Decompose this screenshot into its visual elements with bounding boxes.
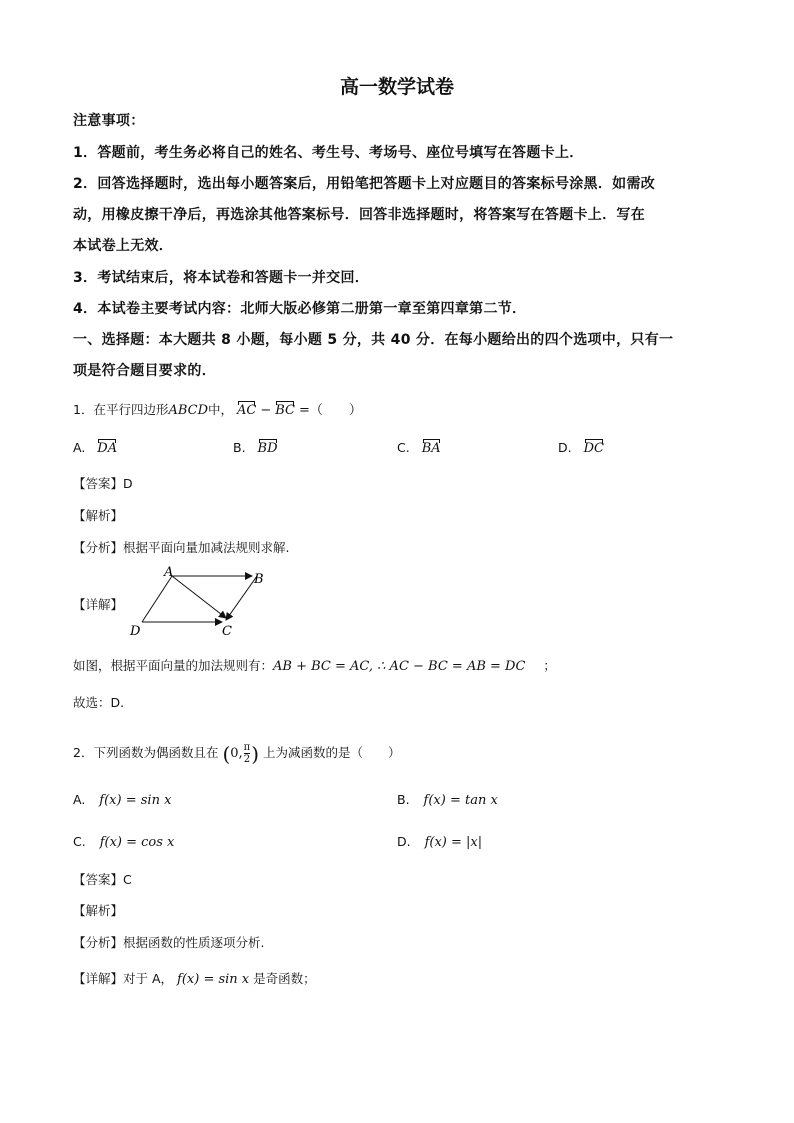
q2-option-a [73, 792, 171, 808]
vertex-c-label: C [222, 624, 232, 639]
detail-tag: 【详解】 [73, 971, 124, 986]
vertex-b-label: B [254, 572, 264, 587]
q1-option-c [397, 440, 441, 456]
fraction-numerator: π [243, 742, 251, 753]
q2-stem [73, 738, 401, 765]
option-label: D. [558, 440, 572, 455]
fenxi-text: 根据函数的性质逐项分析. [123, 935, 265, 950]
option-vec: BD [257, 441, 278, 456]
fenxi-tag: 【分析】 [73, 540, 124, 555]
section-heading-line-1: 一、选择题：本大题共 8 小题，每小题 5 分，共 40 分．在每小题给出的四个选项中，只有一 [73, 332, 674, 348]
option-expr: f(x) = sin x [99, 793, 172, 808]
detail-expr: f(x) = sin x [177, 972, 250, 987]
q1-eq-paren: =（ ） [298, 403, 362, 418]
section-heading-line-2: 项是符合题目要求的． [73, 363, 216, 379]
q1-option-b [233, 440, 278, 456]
q1-fenxi [73, 538, 290, 556]
q1-detail-tag: 【详解】 [73, 597, 124, 612]
q1-stem [73, 399, 362, 418]
q1-stem-mid: 中， [208, 402, 234, 417]
option-vec: DA [97, 441, 118, 456]
parallelogram-figure [124, 562, 274, 642]
notice-line-2: 2．回答选择题时，选出每小题答案后，用铅笔把答题卡上对应题目的答案标号涂黑．如需改 [73, 176, 656, 192]
q2-stem-prefix: 2．下列函数为偶函数且在 [73, 745, 219, 760]
explain-suffix: ； [543, 658, 556, 673]
option-label: A. [73, 440, 86, 455]
q1-stem-prefix: 1．在平行四边形 [73, 402, 169, 417]
option-expr: f(x) = |x| [424, 835, 483, 850]
option-vec: DC [583, 441, 604, 456]
q2-option-b [397, 792, 498, 808]
interval-zero: 0, [230, 746, 243, 761]
q1-option-a [73, 440, 117, 456]
answer-value: D [123, 476, 133, 491]
q2-detail [73, 969, 316, 987]
q2-answer [73, 870, 132, 888]
answer-value: C [123, 872, 132, 887]
option-label: B. [233, 440, 246, 455]
detail-suffix: 是奇函数； [253, 971, 316, 986]
option-label: C. [397, 440, 410, 455]
interval-right-paren: ) [251, 742, 260, 766]
notice-heading: 注意事项： [73, 113, 145, 129]
vector-bc-line [226, 576, 257, 620]
option-label: A. [73, 792, 86, 807]
fenxi-text: 根据平面向量加减法规则求解. [123, 540, 290, 555]
q1-vec-ac: AC [237, 403, 257, 418]
detail-prefix: 对于 A， [123, 971, 174, 986]
q1-answer [73, 474, 133, 492]
option-label: C. [73, 834, 86, 849]
q2-analysis-tag: 【解析】 [73, 903, 124, 918]
q1-minus: − [260, 403, 272, 418]
fenxi-tag: 【分析】 [73, 935, 124, 950]
fraction-denominator: 2 [243, 754, 251, 765]
option-vec: BA [421, 441, 441, 456]
explain-prefix: 如图，根据平面向量的加法规则有： [73, 658, 274, 673]
q2-fenxi [73, 933, 265, 951]
explain-formula: AB + BC = AC, ∴ AC − BC = AB = DC [273, 659, 526, 674]
notice-line-1: 1．答题前，考生务必将自己的姓名、考生号、考场号、座位号填写在答题卡上． [73, 145, 584, 161]
answer-tag: 【答案】 [73, 872, 124, 887]
vertex-d-label: D [130, 624, 141, 639]
interval-left-paren: ( [222, 742, 231, 766]
notice-line-3: 动，用橡皮擦干净后，再选涂其他答案标号．回答非选择题时，将答案写在答题卡上．写在 [73, 207, 645, 223]
pi-over-two-fraction [244, 742, 251, 765]
option-expr: f(x) = tan x [423, 793, 498, 808]
notice-line-4: 本试卷上无效． [73, 238, 174, 254]
option-label: B. [397, 792, 410, 807]
vertex-a-label: A [164, 565, 174, 580]
vector-ac-line [172, 576, 226, 618]
q1-analysis-tag: 【解析】 [73, 508, 124, 523]
option-label: D. [397, 834, 411, 849]
q1-vec-bc: BC [275, 403, 295, 418]
side-ad-line [142, 576, 172, 622]
notice-line-6: 4．本试卷主要考试内容：北师大版必修第二册第一章至第四章第二节． [73, 301, 527, 317]
q2-option-d [397, 834, 482, 850]
q1-explanation [73, 656, 556, 674]
q2-stem-suffix: 上为减函数的是（ ） [263, 745, 401, 760]
answer-tag: 【答案】 [73, 476, 124, 491]
q1-choose: 故选：D. [73, 695, 125, 710]
q1-shape: ABCD [168, 403, 209, 418]
notice-line-5: 3．考试结束后，将本试卷和答题卡一并交回． [73, 270, 370, 286]
page-title: 高一数学试卷 [339, 76, 454, 98]
option-expr: f(x) = cos x [99, 835, 175, 850]
q2-option-c [73, 834, 174, 850]
q1-option-d [558, 440, 604, 456]
